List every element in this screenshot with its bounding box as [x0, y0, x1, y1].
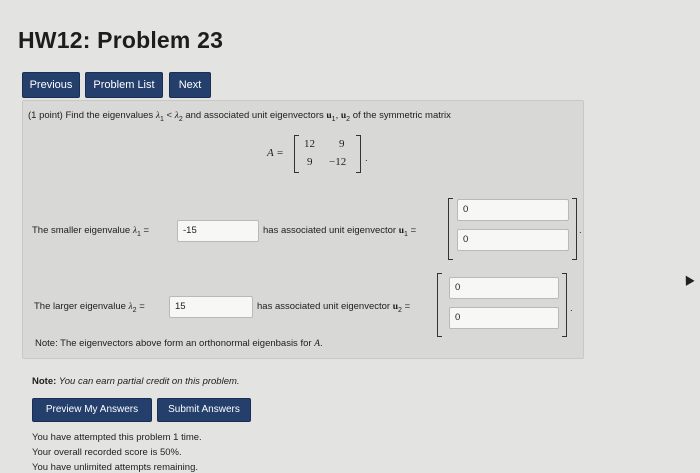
partial-credit-bold: Note: — [32, 376, 57, 387]
note-matrix-symbol: A — [314, 339, 320, 349]
larger-eigenvalue-input[interactable]: 15 — [169, 296, 253, 318]
matrix-cell-21: 9 — [307, 156, 313, 168]
intro-text-b: and associated unit eigenvectors — [185, 110, 324, 121]
u1-top-input[interactable]: 0 — [457, 199, 569, 221]
less-than: < — [166, 110, 173, 121]
lambda1-symbol-2: λ — [132, 226, 137, 236]
remaining-status: You have unlimited attempts remaining. — [32, 462, 198, 473]
preview-answers-button[interactable]: Preview My Answers — [32, 398, 152, 422]
lambda2-symbol: λ — [174, 111, 179, 121]
smaller-eigenvalue-input[interactable]: -15 — [177, 220, 259, 242]
u2-period: . — [570, 303, 573, 314]
submit-answers-button[interactable]: Submit Answers — [157, 398, 251, 422]
smaller-label-text: The smaller eigenvalue — [32, 225, 131, 236]
u2-top-input[interactable]: 0 — [449, 277, 559, 299]
u2-symbol: u — [340, 111, 347, 121]
comma: , — [335, 110, 339, 121]
intro-text-c: of the symmetric matrix — [352, 110, 451, 121]
u2-left-bracket — [437, 273, 442, 337]
matrix-period: . — [365, 153, 368, 164]
u1-symbol: u — [326, 111, 332, 121]
u1-right-bracket — [572, 198, 577, 260]
lambda2-sub: 2 — [178, 115, 183, 123]
smaller-eigenvalue-label — [32, 225, 149, 238]
matrix-label: A = — [267, 147, 284, 159]
assoc-text-1: has associated unit eigenvector — [263, 225, 397, 236]
orthonormal-note — [35, 338, 323, 349]
problem-box — [22, 100, 584, 359]
page-title: HW12: Problem 23 — [18, 27, 224, 53]
assoc-text-2: has associated unit eigenvector — [257, 301, 391, 312]
problem-list-button[interactable]: Problem List — [85, 72, 163, 98]
u2-symbol-2: u — [392, 302, 399, 312]
problem-statement — [28, 110, 451, 123]
partial-credit-text: You can earn partial credit on this problem. — [58, 376, 240, 387]
larger-eigenvalue-label — [34, 301, 145, 314]
u2-right-bracket — [562, 273, 567, 337]
note-prefix: Note: The eigenvectors above form an orthonormal eigenbasis for — [35, 338, 312, 349]
matrix-right-bracket — [356, 135, 361, 173]
matrix-cell-22: −12 — [329, 156, 347, 168]
u2-bottom-input[interactable]: 0 — [449, 307, 559, 329]
mouse-cursor-icon — [681, 273, 694, 286]
lambda2-sub-2: 2 — [132, 306, 137, 314]
equals-sign: = — [143, 225, 150, 236]
equals-sign-4: = — [404, 301, 411, 312]
equals-sign-2: = — [410, 225, 417, 236]
u1-bottom-input[interactable]: 0 — [457, 229, 569, 251]
equals-sign-3: = — [139, 301, 145, 312]
next-button[interactable]: Next — [169, 72, 211, 98]
points-label: (1 point) — [28, 110, 63, 121]
matrix-cell-12: 9 — [339, 138, 345, 150]
lambda2-symbol-2: λ — [128, 302, 133, 312]
assoc-label-1 — [263, 225, 416, 238]
previous-button[interactable]: Previous — [22, 72, 80, 98]
u1-period: . — [579, 225, 582, 236]
u1-left-bracket — [448, 198, 453, 260]
note-suffix: . — [320, 338, 323, 349]
u2-sub: 2 — [346, 115, 351, 123]
lambda1-sub: 1 — [159, 115, 164, 123]
attempts-status: You have attempted this problem 1 time. — [32, 432, 202, 443]
matrix-cell-11: 12 — [304, 138, 315, 150]
u2-sub-2: 2 — [398, 306, 402, 314]
matrix-left-bracket — [294, 135, 299, 173]
u1-sub: 1 — [331, 115, 336, 123]
lambda1-sub-2: 1 — [137, 230, 141, 238]
assoc-label-2 — [257, 301, 410, 314]
u1-symbol-2: u — [398, 226, 405, 236]
intro-text-a: Find the eigenvalues — [65, 110, 154, 121]
lambda1-symbol: λ — [155, 111, 160, 121]
partial-credit-note — [32, 376, 240, 387]
score-status: Your overall recorded score is 50%. — [32, 447, 182, 458]
u1-sub-2: 1 — [404, 230, 408, 238]
larger-label-text: The larger eigenvalue — [34, 301, 126, 312]
